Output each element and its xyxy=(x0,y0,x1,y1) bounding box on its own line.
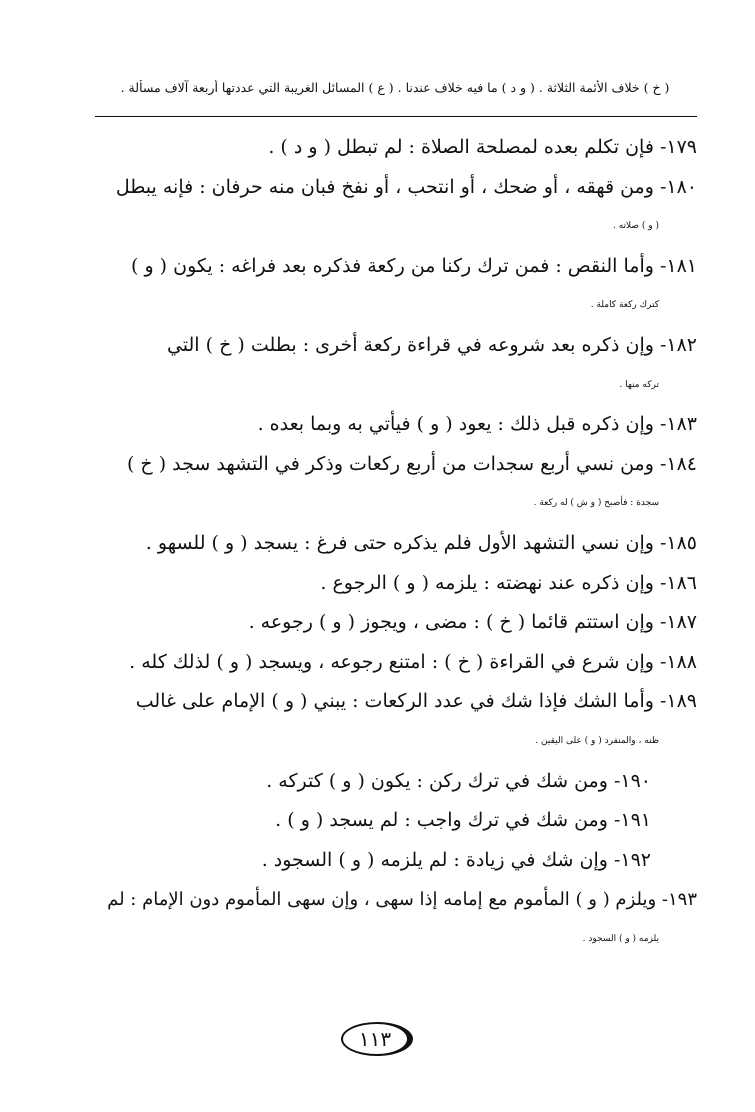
entry-continuation: كترك ركعة كاملة . xyxy=(590,300,659,311)
page-body xyxy=(95,128,697,959)
entry-180 xyxy=(95,168,697,247)
entry-192 xyxy=(95,841,697,881)
entry-188 xyxy=(95,643,697,683)
entry-line: ١٩١- ومن شك في ترك واجب : لم يسجد ( و ) . xyxy=(275,809,651,832)
entry-continuation: يلزمه ( و ) السجود . xyxy=(582,933,659,944)
entry-line: ١٨٨- وإن شرع في القراءة ( خ ) : امتنع رجوعه ، ويسجد ( و ) لذلك كله . xyxy=(129,650,697,673)
entry-line: ١٩٢- وإن شك في زيادة : لم يلزمه ( و ) السجود . xyxy=(261,848,651,871)
header-divider xyxy=(95,116,697,117)
entry-191 xyxy=(95,801,697,841)
entry-continuation: تركه منها . xyxy=(619,379,659,390)
entry-line: ١٨٠- ومن قهقه ، أو ضحك ، أو انتحب ، أو نفخ فبان منه حرفان : فإنه يبطل xyxy=(115,175,697,198)
entry-continuation: سجدة : فأصبح ( و ش ) له ركعة . xyxy=(533,498,659,509)
entry-line: ١٩٣- ويلزم ( و ) المأموم مع إمامه إذا سهى ، وإن سهى المأموم دون الإمام : لم xyxy=(107,889,697,911)
entry-line: ١٨٢- وإن ذكره بعد شروعه في قراءة ركعة أخرى : بطلت ( خ ) التي xyxy=(166,333,697,356)
entry-line: ١٨٥- وإن نسي التشهد الأول فلم يذكره حتى فرغ : يسجد ( و ) للسهو . xyxy=(145,531,697,554)
entry-190 xyxy=(95,762,697,802)
entry-179 xyxy=(95,128,697,168)
entry-182 xyxy=(95,326,697,405)
entry-line: ١٧٩- فإن تكلم بعده لمصلحة الصلاة : لم تبطل ( و د ) . xyxy=(268,136,697,158)
entry-185 xyxy=(95,524,697,564)
entry-line: ١٨٩- وأما الشك فإذا شك في عدد الركعات : يبني ( و ) الإمام على غالب xyxy=(135,690,697,713)
entry-continuation: ( و ) صلاته . xyxy=(612,221,659,232)
running-header: ( خ ) خلاف الأئمة الثلاثة . ( و د ) ما فيه خلاف عندنا . ( ع ) المسائل الغريبة التي عددتها أربعة آلاف مسألة . xyxy=(120,80,670,95)
entry-line: ١٨٦- وإن ذكره عند نهضته : يلزمه ( و ) الرجوع . xyxy=(320,571,697,594)
entry-187 xyxy=(95,603,697,643)
entry-189 xyxy=(95,682,697,761)
entry-184 xyxy=(95,445,697,524)
entry-line: ١٨١- وأما النقص : فمن ترك ركنا من ركعة فذكره بعد فراغه : يكون ( و ) xyxy=(131,254,697,277)
entry-line: ١٩٠- ومن شك في ترك ركن : يكون ( و ) كتركه . xyxy=(266,769,651,792)
entry-continuation: ظنه ، والمنفرد ( و ) على اليقين . xyxy=(535,735,659,746)
entry-181 xyxy=(95,247,697,326)
entry-line: ١٨٤- ومن نسي أربع سجدات من أربع ركعات وذكر في التشهد سجد ( خ ) xyxy=(126,452,697,475)
entry-193 xyxy=(95,880,697,959)
entry-186 xyxy=(95,564,697,604)
entry-183 xyxy=(95,405,697,445)
entry-line: ١٨٧- وإن استتم قائما ( خ ) : مضى ، ويجوز ( و ) رجوعه . xyxy=(248,611,697,634)
entry-line: ١٨٣- وإن ذكره قبل ذلك : يعود ( و ) فيأتي به وبما بعده . xyxy=(257,413,697,436)
page-number: ١١٣ xyxy=(341,1022,413,1056)
